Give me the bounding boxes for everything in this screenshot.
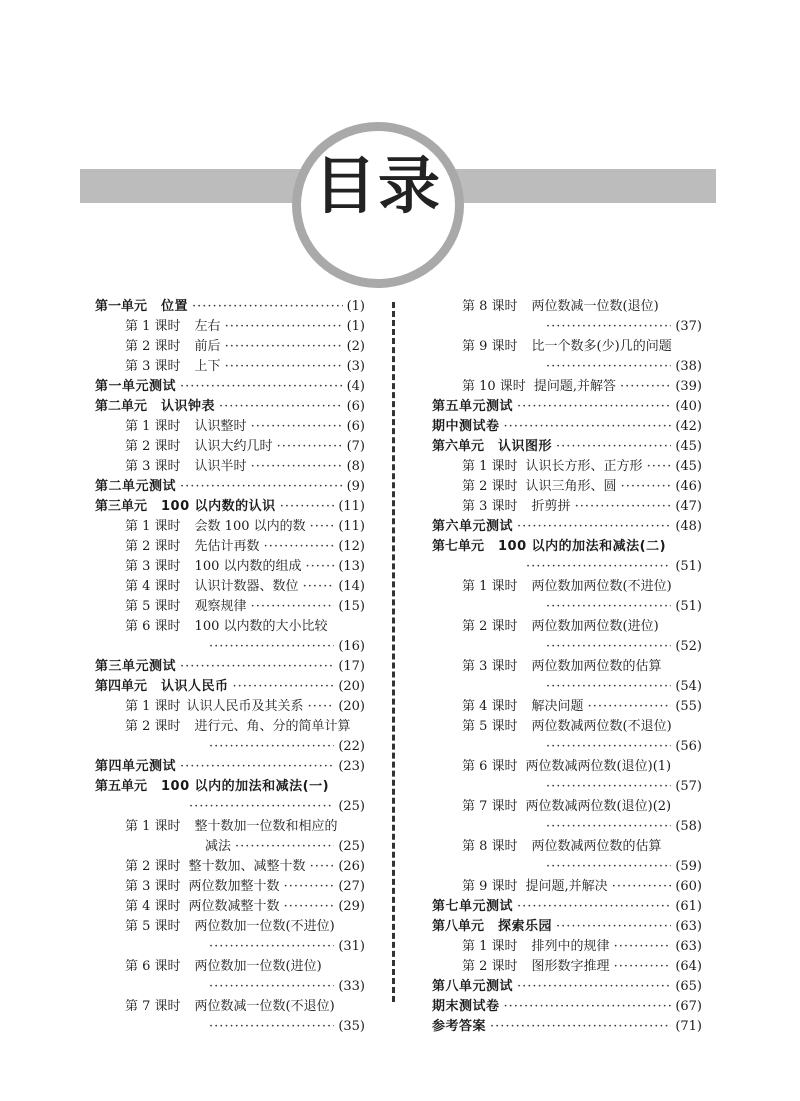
toc-lesson-continuation[interactable]: [95, 737, 365, 757]
toc-test[interactable]: [432, 977, 702, 997]
toc-lesson[interactable]: [432, 957, 702, 977]
unit-title: 探索乐园: [498, 919, 553, 934]
toc-lesson-continuation[interactable]: [432, 357, 702, 377]
lesson-label: 第 6 课时: [125, 619, 181, 634]
exam-title: 期中测试卷: [432, 419, 500, 434]
leader-dots: [310, 857, 335, 877]
toc-lesson[interactable]: [95, 877, 365, 897]
toc-lesson[interactable]: [95, 317, 365, 337]
toc-lesson-continuation[interactable]: [95, 837, 365, 857]
page-number: (38): [675, 359, 702, 374]
lesson-title: 两位数减两位数(退位)(2): [525, 799, 672, 814]
lesson-title: 两位数减两位数的估算: [531, 839, 662, 854]
toc-lesson[interactable]: [432, 337, 702, 357]
lesson-label: 第 6 课时: [125, 959, 181, 974]
toc-lesson[interactable]: [95, 517, 365, 537]
lesson-title: 图形数字推理: [531, 959, 610, 974]
leader-dots: [517, 897, 671, 917]
lesson-title: 比一个数多(少)几的问题: [531, 339, 672, 354]
lesson-title: 提问题,并解答: [533, 379, 616, 394]
lesson-title: 两位数加整十数: [188, 879, 280, 894]
leader-dots: [517, 977, 671, 997]
lesson-title: 会数 100 以内的数: [194, 519, 306, 534]
toc-lesson-continuation[interactable]: [432, 777, 702, 797]
lesson-label: 第 1 课时: [125, 699, 181, 714]
test-title: 第八单元测试: [432, 979, 514, 994]
page-number: (63): [675, 939, 702, 954]
lesson-title: 100 以内数的大小比较: [194, 619, 328, 634]
lesson-title: 排列中的规律: [531, 939, 610, 954]
lesson-title-continued: 减法: [205, 839, 232, 854]
lesson-title: 两位数加一位数(不进位): [194, 919, 335, 934]
page-number: (64): [675, 959, 702, 974]
page-number: (15): [338, 599, 365, 614]
toc-lesson[interactable]: [432, 657, 702, 677]
unit-label: 第一单元: [95, 299, 148, 314]
toc-test[interactable]: [95, 757, 365, 777]
page-number: (54): [675, 679, 702, 694]
leader-dots: [180, 377, 343, 397]
page-number: (11): [338, 499, 365, 514]
toc-lesson[interactable]: [432, 377, 702, 397]
unit-title: 100 以内的加法和减法(二): [498, 539, 667, 554]
lesson-label: 第 3 课时: [125, 559, 181, 574]
page-number: (6): [346, 419, 365, 434]
page-number: (12): [338, 539, 365, 554]
lesson-title: 两位数加一位数(进位): [194, 959, 322, 974]
unit-title: 位置: [161, 299, 189, 314]
exam-title: 期末测试卷: [432, 999, 500, 1014]
unit-title: 认识钟表: [161, 399, 216, 414]
toc-lesson[interactable]: [432, 457, 702, 477]
toc-lesson-continuation[interactable]: [432, 857, 702, 877]
lesson-label: 第 6 课时: [462, 759, 518, 774]
lesson-label: 第 1 课时: [462, 459, 518, 474]
toc-lesson[interactable]: [95, 997, 365, 1017]
toc-lesson[interactable]: [95, 337, 365, 357]
page-number: (40): [675, 399, 702, 414]
unit-label: 第五单元: [95, 779, 148, 794]
lesson-title: 认识三角形、圆: [525, 479, 617, 494]
leader-dots: [225, 337, 343, 357]
toc-lesson[interactable]: [95, 557, 365, 577]
toc-unit[interactable]: [95, 777, 365, 797]
toc-lesson[interactable]: [432, 477, 702, 497]
leader-dots: [546, 737, 671, 757]
toc-lesson[interactable]: [95, 717, 365, 737]
leader-dots: [251, 597, 335, 617]
leader-dots: [235, 837, 334, 857]
unit-title: 认识人民币: [161, 679, 229, 694]
page-number: (59): [675, 859, 702, 874]
toc-lesson-continuation[interactable]: [432, 317, 702, 337]
toc-lesson[interactable]: [432, 877, 702, 897]
leader-dots: [233, 677, 335, 697]
lesson-label: 第 1 课时: [462, 939, 518, 954]
leader-dots: [588, 697, 672, 717]
leader-dots: [280, 497, 335, 517]
leader-dots: [192, 297, 343, 317]
toc-lesson[interactable]: [432, 577, 702, 597]
toc-lesson[interactable]: [432, 297, 702, 317]
toc-lesson[interactable]: [95, 617, 365, 637]
toc-lesson[interactable]: [95, 897, 365, 917]
leader-dots: [284, 877, 335, 897]
leader-dots: [306, 557, 335, 577]
test-title: 第四单元测试: [95, 759, 177, 774]
toc-lesson[interactable]: [95, 817, 365, 837]
leader-dots: [180, 477, 343, 497]
page-number: (45): [675, 439, 702, 454]
page-title: 目录: [313, 149, 442, 222]
toc-test[interactable]: [95, 657, 365, 677]
page-number: (37): [675, 319, 702, 334]
page-number: (45): [675, 459, 702, 474]
lesson-title: 整十数加、减整十数: [188, 859, 306, 874]
test-title: 第三单元测试: [95, 659, 177, 674]
page-number: (71): [675, 1019, 702, 1034]
leader-dots: [180, 657, 334, 677]
unit-label: 第三单元: [95, 499, 148, 514]
lesson-label: 第 2 课时: [125, 539, 181, 554]
lesson-title: 认识人民币及其关系: [186, 699, 304, 714]
test-title: 第二单元测试: [95, 479, 177, 494]
lesson-title: 两位数减两位数(不退位): [531, 719, 672, 734]
toc-right-column: [432, 297, 702, 1037]
toc-test[interactable]: [432, 897, 702, 917]
page-number: (23): [338, 759, 365, 774]
lesson-title: 整十数加一位数和相应的: [194, 819, 338, 834]
lesson-label: 第 1 课时: [125, 819, 181, 834]
toc-lesson[interactable]: [432, 937, 702, 957]
toc-lesson[interactable]: [432, 717, 702, 737]
page-number: (14): [338, 579, 365, 594]
page-number: (51): [675, 559, 702, 574]
leader-dots: [546, 357, 671, 377]
unit-label: 第六单元: [432, 439, 485, 454]
lesson-label: 第 1 课时: [125, 319, 181, 334]
page-number: (60): [675, 879, 702, 894]
lesson-title: 100 以内数的组成: [194, 559, 302, 574]
page-number: (61): [675, 899, 702, 914]
page-number: (6): [346, 399, 365, 414]
toc-lesson[interactable]: [95, 417, 365, 437]
toc-lesson[interactable]: [95, 857, 365, 877]
lesson-label: 第 1 课时: [462, 579, 518, 594]
page-number: (26): [338, 859, 365, 874]
toc-exam[interactable]: [432, 417, 702, 437]
lesson-title: 解决问题: [531, 699, 584, 714]
page-number: (42): [675, 419, 702, 434]
leader-dots: [251, 457, 343, 477]
toc-unit-continuation[interactable]: [432, 557, 702, 577]
lesson-label: 第 7 课时: [462, 799, 518, 814]
answers-title: 参考答案: [432, 1019, 487, 1034]
leader-dots: [264, 537, 335, 557]
lesson-label: 第 2 课时: [125, 719, 181, 734]
leader-dots: [189, 797, 334, 817]
unit-label: 第二单元: [95, 399, 148, 414]
lesson-label: 第 3 课时: [462, 499, 518, 514]
test-title: 第七单元测试: [432, 899, 514, 914]
lesson-label: 第 8 课时: [462, 299, 518, 314]
toc-lesson[interactable]: [432, 757, 702, 777]
page-number: (46): [675, 479, 702, 494]
toc-lesson-continuation[interactable]: [432, 737, 702, 757]
toc-test[interactable]: [432, 517, 702, 537]
lesson-label: 第 3 课时: [462, 659, 518, 674]
lesson-label: 第 4 课时: [462, 699, 518, 714]
lesson-title: 认识半时: [194, 459, 247, 474]
leader-dots: [546, 677, 671, 697]
page-number: (13): [338, 559, 365, 574]
toc-lesson-continuation[interactable]: [432, 637, 702, 657]
lesson-label: 第 7 课时: [125, 999, 181, 1014]
lesson-title: 两位数加两位数(不进位): [531, 579, 672, 594]
page-number: (33): [338, 979, 365, 994]
leader-dots: [614, 937, 672, 957]
leader-dots: [490, 1017, 671, 1037]
lesson-title: 两位数减两位数(退位)(1): [525, 759, 672, 774]
leader-dots: [517, 517, 671, 537]
leader-dots: [180, 757, 334, 777]
toc-unit[interactable]: [432, 537, 702, 557]
leader-dots: [621, 477, 672, 497]
toc-lesson[interactable]: [95, 437, 365, 457]
lesson-label: 第 4 课时: [125, 579, 181, 594]
toc-lesson[interactable]: [95, 957, 365, 977]
toc-unit-continuation[interactable]: [95, 797, 365, 817]
lesson-label: 第 5 课时: [125, 919, 181, 934]
page-number: (22): [338, 739, 365, 754]
toc-lesson[interactable]: [95, 537, 365, 557]
page-number: (20): [338, 679, 365, 694]
toc-lesson[interactable]: [432, 797, 702, 817]
page-number: (31): [338, 939, 365, 954]
lesson-label: 第 1 课时: [125, 419, 181, 434]
toc-lesson-continuation[interactable]: [432, 677, 702, 697]
toc-unit[interactable]: [432, 437, 702, 457]
lesson-label: 第 5 课时: [462, 719, 518, 734]
unit-label: 第八单元: [432, 919, 485, 934]
toc-lesson[interactable]: [95, 357, 365, 377]
toc-lesson[interactable]: [432, 617, 702, 637]
page-number: (58): [675, 819, 702, 834]
page-number: (67): [675, 999, 702, 1014]
lesson-title: 认识整时: [194, 419, 247, 434]
page-number: (56): [675, 739, 702, 754]
lesson-label: 第 2 课时: [125, 439, 181, 454]
page-number: (1): [346, 319, 365, 334]
page-number: (55): [675, 699, 702, 714]
lesson-title: 认识大约几时: [194, 439, 273, 454]
page-number: (47): [675, 499, 702, 514]
leader-dots: [209, 737, 334, 757]
page-number: (35): [338, 1019, 365, 1034]
toc-unit[interactable]: [95, 297, 365, 317]
leader-dots: [504, 997, 672, 1017]
lesson-title: 观察规律: [194, 599, 247, 614]
page-number: (65): [675, 979, 702, 994]
lesson-label: 第 10 课时: [462, 379, 526, 394]
lesson-label: 第 8 课时: [462, 839, 518, 854]
toc-lesson[interactable]: [95, 697, 365, 717]
column-divider: [392, 302, 395, 1002]
toc-lesson-continuation[interactable]: [432, 817, 702, 837]
lesson-label: 第 2 课时: [125, 339, 181, 354]
unit-title: 100 以内的加法和减法(一): [161, 779, 330, 794]
page-number: (3): [346, 359, 365, 374]
page-number: (16): [338, 639, 365, 654]
leader-dots: [614, 957, 672, 977]
lesson-label: 第 1 课时: [125, 519, 181, 534]
toc-left-column: [95, 297, 365, 1037]
leader-dots: [546, 637, 671, 657]
toc-lesson[interactable]: [432, 837, 702, 857]
page-number: (11): [338, 519, 365, 534]
leader-dots: [225, 317, 343, 337]
lesson-title: 上下: [194, 359, 221, 374]
unit-title: 认识图形: [498, 439, 553, 454]
page-number: (17): [338, 659, 365, 674]
lesson-title: 左右: [194, 319, 221, 334]
page-number: (7): [346, 439, 365, 454]
test-title: 第六单元测试: [432, 519, 514, 534]
toc-lesson-continuation[interactable]: [95, 937, 365, 957]
lesson-title: 两位数减整十数: [188, 899, 280, 914]
lesson-label: 第 5 课时: [125, 599, 181, 614]
lesson-title: 两位数加两位数(进位): [531, 619, 659, 634]
leader-dots: [225, 357, 343, 377]
leader-dots: [517, 397, 671, 417]
lesson-title: 折剪拼: [531, 499, 571, 514]
toc-unit[interactable]: [95, 677, 365, 697]
toc-test[interactable]: [432, 397, 702, 417]
lesson-label: 第 9 课时: [462, 879, 518, 894]
leader-dots: [546, 317, 671, 337]
page-number: (1): [346, 299, 365, 314]
lesson-label: 第 3 课时: [125, 459, 181, 474]
toc-lesson-continuation[interactable]: [95, 977, 365, 997]
leader-dots: [556, 917, 671, 937]
leader-dots: [251, 417, 343, 437]
toc-answers[interactable]: [432, 1017, 702, 1037]
leader-dots: [546, 857, 671, 877]
unit-title: 100 以内数的认识: [161, 499, 276, 514]
toc-unit[interactable]: [432, 917, 702, 937]
lesson-label: 第 2 课时: [462, 619, 518, 634]
toc-unit[interactable]: [95, 497, 365, 517]
page-number: (39): [675, 379, 702, 394]
page-number: (29): [338, 899, 365, 914]
toc-lesson-continuation[interactable]: [95, 637, 365, 657]
lesson-label: 第 2 课时: [462, 479, 518, 494]
toc-exam[interactable]: [432, 997, 702, 1017]
leader-dots: [504, 417, 672, 437]
lesson-title: 提问题,并解决: [525, 879, 608, 894]
lesson-title: 先估计再数: [194, 539, 260, 554]
lesson-label: 第 3 课时: [125, 879, 181, 894]
page-number: (20): [338, 699, 365, 714]
page-number: (2): [346, 339, 365, 354]
toc-lesson[interactable]: [95, 457, 365, 477]
leader-dots: [284, 897, 335, 917]
lesson-label: 第 4 课时: [125, 899, 181, 914]
unit-label: 第七单元: [432, 539, 485, 554]
toc-lesson[interactable]: [95, 917, 365, 937]
lesson-title: 两位数加两位数的估算: [531, 659, 662, 674]
leader-dots: [546, 597, 671, 617]
page-number: (25): [338, 839, 365, 854]
toc-lesson-continuation[interactable]: [432, 597, 702, 617]
leader-dots: [277, 437, 343, 457]
toc-lesson[interactable]: [432, 497, 702, 517]
leader-dots: [546, 817, 671, 837]
leader-dots: [620, 377, 671, 397]
leader-dots: [310, 517, 335, 537]
leader-dots: [303, 577, 335, 597]
lesson-label: 第 2 课时: [462, 959, 518, 974]
leader-dots: [219, 397, 343, 417]
page-number: (27): [338, 879, 365, 894]
leader-dots: [526, 557, 671, 577]
lesson-title: 两位数减一位数(不退位): [194, 999, 335, 1014]
leader-dots: [209, 637, 334, 657]
page-number: (9): [346, 479, 365, 494]
lesson-title: 认识长方形、正方形: [525, 459, 643, 474]
lesson-label: 第 9 课时: [462, 339, 518, 354]
lesson-label: 第 3 课时: [125, 359, 181, 374]
leader-dots: [575, 497, 672, 517]
page-number: (48): [675, 519, 702, 534]
toc-lesson[interactable]: [95, 597, 365, 617]
leader-dots: [546, 777, 671, 797]
toc-test[interactable]: [95, 477, 365, 497]
page-number: (57): [675, 779, 702, 794]
page-number: (52): [675, 639, 702, 654]
lesson-title: 前后: [194, 339, 221, 354]
test-title: 第五单元测试: [432, 399, 514, 414]
toc-lesson[interactable]: [432, 697, 702, 717]
lesson-label: 第 2 课时: [125, 859, 181, 874]
test-title: 第一单元测试: [95, 379, 177, 394]
leader-dots: [647, 457, 672, 477]
leader-dots: [209, 977, 334, 997]
leader-dots: [308, 697, 335, 717]
toc-lesson[interactable]: [95, 577, 365, 597]
page-number: (63): [675, 919, 702, 934]
lesson-title: 认识计数器、数位: [194, 579, 299, 594]
lesson-title: 两位数减一位数(退位): [531, 299, 659, 314]
leader-dots: [209, 1017, 334, 1037]
toc-unit[interactable]: [95, 397, 365, 417]
page-number: (8): [346, 459, 365, 474]
toc-test[interactable]: [95, 377, 365, 397]
leader-dots: [209, 937, 334, 957]
page-number: (51): [675, 599, 702, 614]
page-number: (25): [338, 799, 365, 814]
toc-lesson-continuation[interactable]: [95, 1017, 365, 1037]
lesson-title: 进行元、角、分的简单计算: [194, 719, 351, 734]
unit-label: 第四单元: [95, 679, 148, 694]
page-number: (4): [346, 379, 365, 394]
leader-dots: [556, 437, 671, 457]
leader-dots: [612, 877, 672, 897]
